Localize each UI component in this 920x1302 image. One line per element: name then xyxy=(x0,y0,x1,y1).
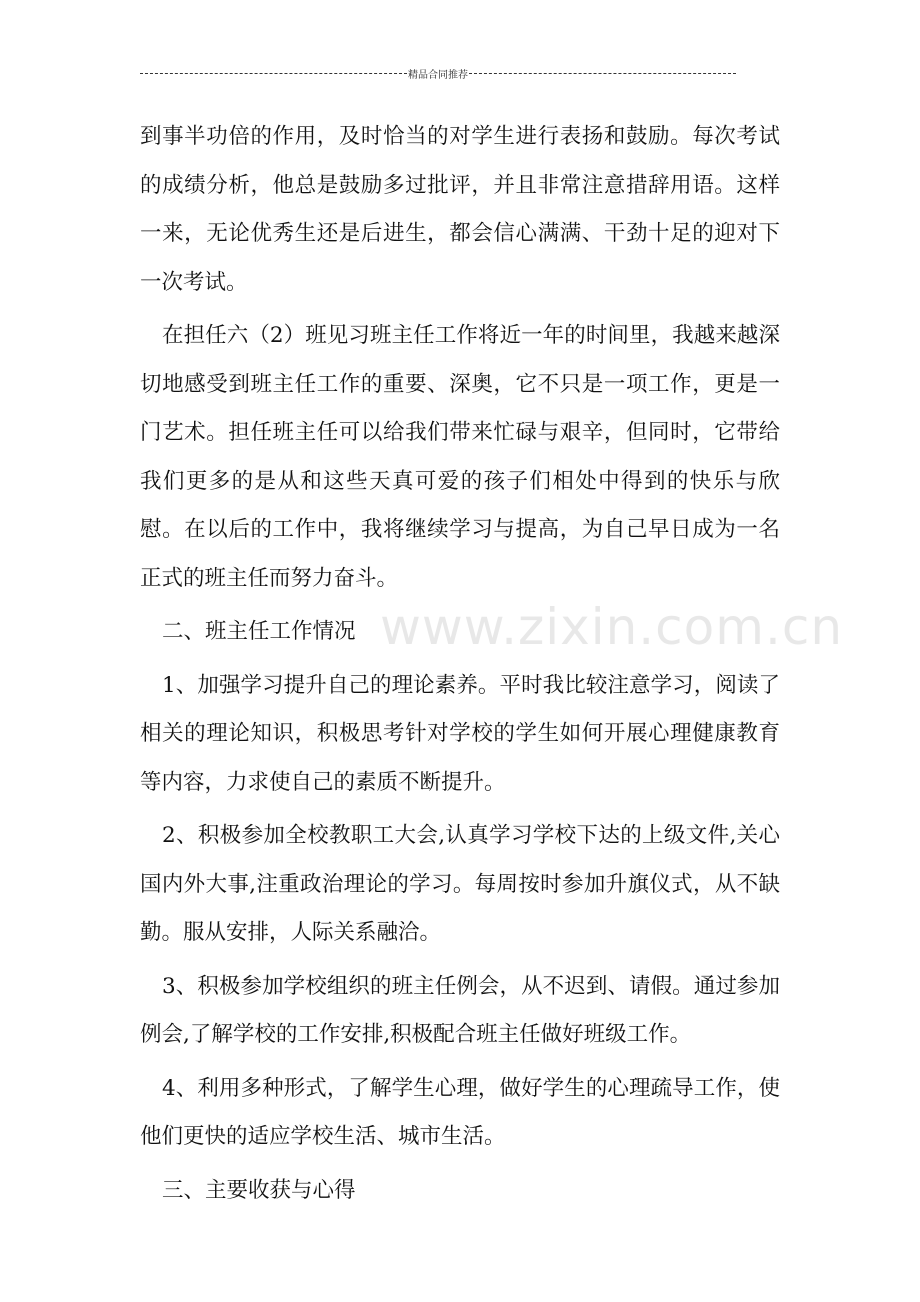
header-dashed-line-right xyxy=(469,73,736,74)
section-heading: 三、主要收获与心得 xyxy=(162,1177,356,1203)
paragraph: 4、利用多种形式，了解学生心理，做好学生的心理疏导工作，使他们更快的适应学校生活、城市生活。 xyxy=(140,1075,780,1149)
paragraph: 3、积极参加学校组织的班主任例会，从不迟到、请假。通过参加例会,了解学校的工作安排,积极配合班主任做好班级工作。 xyxy=(140,973,780,1047)
watermark: www.zixin.com.cn xyxy=(380,598,844,656)
header-dashed-line-left xyxy=(140,73,407,74)
paragraph: 2、积极参加全校教职工大会,认真学习学校下达的上级文件,关心国内外大事,注重政治理论的学习。每周按时参加升旗仪式，从不缺勤。服从安排，人际关系融洽。 xyxy=(140,823,780,945)
document-body xyxy=(140,113,780,1215)
page-header xyxy=(140,66,736,80)
header-label: 精品合同推荐 xyxy=(408,69,468,81)
paragraph: 到事半功倍的作用，及时恰当的对学生进行表扬和鼓励。每次考试的成绩分析，他总是鼓励多过批评，并且非常注意措辞用语。这样一来，无论优秀生还是后进生，都会信心满满、干劲十足的迎对下一次考试。 xyxy=(140,124,780,295)
paragraph: 1、加强学习提升自己的理论素养。平时我比较注意学习，阅读了相关的理论知识，积极思考针对学校的学生如何开展心理健康教育等内容，力求使自己的素质不断提升。 xyxy=(140,672,780,795)
paragraph: 在担任六（2）班见习班主任工作将近一年的时间里，我越来越深切地感受到班主任工作的重要、深奥，它不只是一项工作，更是一门艺术。担任班主任可以给我们带来忙碌与艰辛，但同时，它带给我们更多的是从和这些天真可爱的孩子们相处中得到的快乐与欣慰。在以后的工作中，我将继续学习与提高，为自己早日成为一名正式的班主任而努力奋斗。 xyxy=(140,323,780,591)
section-heading: 二、班主任工作情况 xyxy=(162,619,356,644)
